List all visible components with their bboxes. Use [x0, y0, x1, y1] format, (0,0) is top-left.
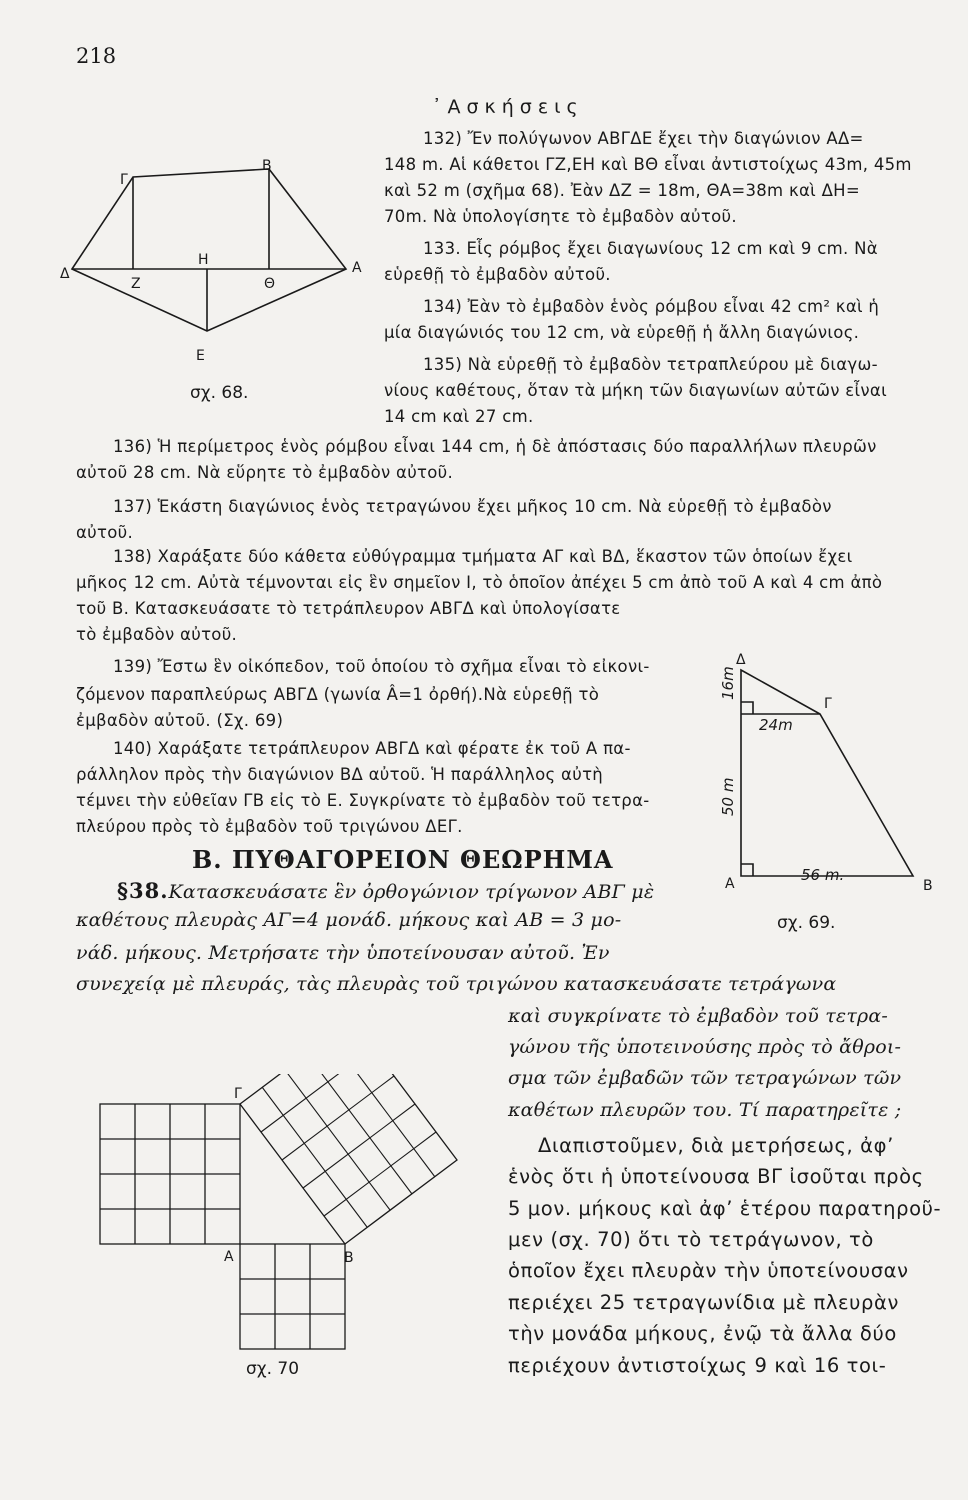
ex135-line-1: 135) Νὰ εὑρεθῇ τὸ ἐμβαδὸν τετραπλεύρου μὲ διαγω- [423, 355, 878, 374]
fig70-label-a: Α [224, 1249, 234, 1265]
conclusion-line-7: τὴν μονάδα μήκους, ἐνῷ τὰ ἄλλα δύο [508, 1322, 897, 1345]
ex134-line-2: μία διαγώνιός του 12 cm, νὰ εὑρεθῇ ἡ ἄλλη διαγώνιος. [384, 323, 860, 342]
conclusion-line-1: Διαπιστοῦμεν, διὰ μετρήσεως, ἀφ’ [538, 1134, 894, 1157]
ex133-line-1: 133. Εἷς ρόμβος ἔχει διαγωνίους 12 cm καὶ 9 cm. Νὰ [423, 239, 878, 258]
section-38-line-7: σμα τῶν ἐμβαδῶν τῶν τετραγώνων τῶν [508, 1067, 902, 1089]
ex140-line-1: 140) Χαράξατε τετράπλευρον ΑΒΓΔ καὶ φέρατε ἐκ τοῦ Α πα- [113, 739, 631, 758]
fig68-label-z: Ζ [131, 276, 141, 292]
fig68-label-d: Δ [60, 266, 70, 282]
ex133-line-2: εὑρεθῇ τὸ ἐμβαδὸν αὐτοῦ. [384, 265, 611, 284]
conclusion-line-2: ἑνὸς ὅτι ἡ ὑποτείνουσα ΒΓ ἰσοῦται πρὸς [508, 1165, 924, 1188]
conclusion-line-4: μεν (σχ. 70) ὅτι τὸ τετράγωνον, τὸ [508, 1228, 874, 1251]
ex138-line-1: 138) Χαράξατε δύο κάθετα εὐθύγραμμα τμήματα ΑΓ καὶ ΒΔ, ἕκαστον τῶν ὁποίων ἔχει [113, 547, 853, 566]
section-38-line-3: νάδ. μήκους. Μετρήσατε τὴν ὑποτείνουσαν αὐτοῦ. Ἐν [76, 942, 610, 964]
section-38-line-2: καθέτους πλευρὰς ΑΓ=4 μονάδ. μήκους καὶ ΑΒ = 3 μο- [76, 909, 622, 931]
ex132-line-3: καὶ 52 m (σχῆμα 68). Ἐὰν ΔΖ = 18m, ΘΑ=38m καὶ ΔΗ= [384, 181, 861, 200]
fig68-caption: σχ. 68. [190, 383, 249, 403]
ex132-line-2: 148 m. Αἱ κάθετοι ΓΖ,ΕΗ καὶ ΒΘ εἶναι ἀντιστοίχως 43m, 45m [384, 155, 912, 174]
ex138-line-4: τὸ ἐμβαδὸν αὐτοῦ. [76, 625, 238, 644]
exercises-heading: ᾿Ασκήσεις [432, 96, 584, 118]
section-38-line-4: συνεχείᾳ μὲ πλευράς, τὰς πλευρὰς τοῦ τριγώνου κατασκευάσατε τετράγωνα [76, 973, 837, 995]
ex139-line-2: ζόμενον παραπλεύρως ΑΒΓΔ (γωνία Â=1 ὀρθή).Νὰ εὑρεθῇ τὸ [76, 685, 600, 704]
section-title: Β. ΠΥΘΑΓΟΡΕΙΟΝ ΘΕΩΡΗΜΑ [192, 845, 614, 874]
ex140-line-4: πλεύρου πρὸς τὸ ἐμβαδὸν τοῦ τριγώνου ΔΕΓ. [76, 817, 463, 836]
fig68-polygon [72, 169, 346, 331]
fig69-label-g: Γ [824, 696, 832, 712]
conclusion-line-5: ὁποῖον ἔχει πλευρὰν τὴν ὑποτείνουσαν [508, 1259, 909, 1282]
section-38-line-8: καθέτων πλευρῶν του. Τί παρατηρεῖτε ; [508, 1099, 902, 1121]
fig69-dim-dg: 24m [759, 716, 793, 734]
figure-68 [60, 150, 380, 420]
ex135-line-3: 14 cm καὶ 27 cm. [384, 407, 534, 426]
fig70-label-b: Β [344, 1250, 354, 1266]
ex135-line-2: νίους καθέτους, ὅταν τὰ μήκη τῶν διαγωνίων αὐτῶν εἶναι [384, 381, 887, 400]
fig70-square-bottom [240, 1244, 345, 1349]
fig70-label-g: Γ [234, 1086, 242, 1102]
section-38-line-1: Κατασκευάσατε ἓν ὀρθογώνιον τρίγωνον ΑΒΓ μὲ [168, 881, 655, 903]
conclusion-line-3: 5 μον. μήκους καὶ ἀφ’ ἑτέρου παρατηροῦ- [508, 1197, 942, 1220]
fig69-label-d: Δ [736, 652, 746, 668]
ex137-line-2: αὐτοῦ. [76, 523, 134, 542]
fig68-label-th: Θ [264, 276, 276, 292]
ex132-line-4: 70m. Νὰ ὑπολογίσητε τὸ ἐμβαδὸν αὐτοῦ. [384, 207, 737, 226]
ex136-line-2: αὐτοῦ 28 cm. Νὰ εὕρητε τὸ ἐμβαδὸν αὐτοῦ. [76, 463, 454, 482]
section-38-line-6: γώνου τῆς ὑποτεινούσης πρὸς τὸ ἄθροι- [508, 1036, 902, 1058]
fig68-label-a: Α [352, 260, 362, 276]
ex132-line-1: 132) Ἔν πολύγωνον ΑΒΓΔΕ ἔχει τὴν διαγώνιον ΑΔ= [423, 129, 864, 148]
fig70-grid-left [100, 1104, 240, 1244]
fig69-right-angle-bottom [741, 864, 753, 876]
figure-69 [715, 640, 945, 940]
fig68-label-h: Η [198, 252, 209, 268]
ex140-line-3: τέμνει τὴν εὐθεῖαν ΓΒ εἰς τὸ Ε. Συγκρίνατε τὸ ἐμβαδὸν τοῦ τετρα- [76, 791, 650, 810]
ex139-line-1: 139) Ἔστω ἓν οἰκόπεδον, τοῦ ὁποίου τὸ σχῆμα εἶναι τὸ εἰκονι- [113, 657, 650, 676]
fig69-caption: σχ. 69. [777, 913, 836, 933]
conclusion-line-6: περιέχει 25 τετραγωνίδια μὲ πλευρὰν [508, 1291, 899, 1314]
fig70-square-hypotenuse [240, 1074, 457, 1244]
fig69-label-b: Β [923, 878, 933, 894]
section-38-line-5: καὶ συγκρίνατε τὸ ἐμβαδὸν τοῦ τετρα- [508, 1005, 889, 1027]
conclusion-line-8: περιέχουν ἀντιστοίχως 9 καὶ 16 τοι- [508, 1354, 887, 1377]
fig68-label-e: Ε [196, 348, 205, 364]
figure-70 [96, 1074, 496, 1384]
fig70-grid-bottom [240, 1244, 345, 1349]
ex139-line-3: ἐμβαδὸν αὐτοῦ. (Σχ. 69) [76, 711, 284, 730]
page-number: 218 [76, 44, 117, 68]
fig69-dim-left: 50 m [719, 777, 737, 816]
fig68-label-b: Β [262, 158, 272, 174]
ex138-line-3: τοῦ Β. Κατασκευάσατε τὸ τετράπλευρον ΑΒΓΔ καὶ ὑπολογίσατε [76, 599, 621, 618]
fig69-dim-ab: 56 m. [801, 866, 845, 884]
section-38-first-line [117, 880, 654, 904]
fig69-label-a: Α [725, 876, 735, 892]
ex140-line-2: ράλληλον πρὸς τὴν διαγώνιον ΒΔ αὐτοῦ. Ἡ παράλληλος αὐτὴ [76, 765, 604, 784]
ex138-line-2: μῆκος 12 cm. Αὐτὰ τέμνονται εἰς ἓν σημεῖον Ι, τὸ ὁποῖον ἀπέχει 5 cm ἀπὸ τοῦ Α καὶ 4 cm ἀπὸ [76, 573, 883, 592]
fig68-label-g: Γ [120, 172, 128, 188]
section-38-number: §38. [117, 878, 169, 903]
ex137-line-1: 137) Ἑκάστη διαγώνιος ἑνὸς τετραγώνου ἔχει μῆκος 10 cm. Νὰ εὑρεθῇ τὸ ἐμβαδὸν [113, 497, 832, 516]
ex136-line-1: 136) Ἡ περίμετρος ἑνὸς ρόμβου εἶναι 144 cm, ἡ δὲ ἀπόστασις δύο παραλλήλων πλευρῶν [113, 437, 877, 456]
fig69-right-angle-top [741, 702, 753, 714]
fig69-dim-ad: 16m [719, 666, 737, 700]
ex134-line-1: 134) Ἐὰν τὸ ἐμβαδὸν ἑνὸς ρόμβου εἶναι 42 cm² καὶ ἡ [423, 297, 880, 316]
fig70-caption: σχ. 70 [246, 1359, 300, 1379]
